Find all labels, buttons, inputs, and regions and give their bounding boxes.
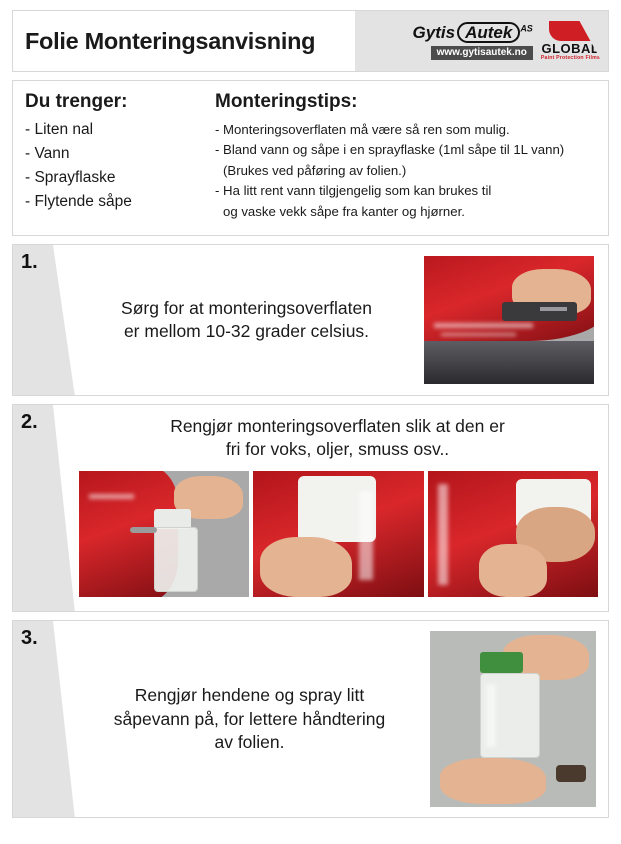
step-2-line-2: fri for voks, oljer, smuss osv.. (225, 439, 450, 460)
gytis-logo-word2: Autek (457, 22, 520, 43)
step-1-number: 1. (21, 251, 38, 274)
list-item: (Brukes ved påføring av folien.) (223, 162, 407, 178)
gytis-logo-sup: AS (520, 23, 533, 34)
info-panel (12, 80, 609, 236)
global-logo-tagline: Paint Protection Films (540, 54, 600, 61)
step-2-line-1: Rengjør monteringsoverflaten slik at den er (170, 416, 505, 437)
step-3-photo-hands-spraying-soap-water (430, 631, 596, 807)
needs-list (25, 121, 211, 211)
tips-column (211, 91, 600, 223)
step-3 (12, 620, 609, 818)
list-item: - Flytende såpe (25, 193, 132, 210)
header-corner-tab (574, 11, 608, 72)
step-2-number-tab (13, 405, 67, 611)
step-1-text (75, 297, 424, 343)
step-1-line-2: er mellom 10-32 grader celsius. (123, 321, 370, 342)
step-2-photo-hand-wiping-with-cloth (253, 471, 423, 597)
step-3-line-2: såpevann på, for lettere håndtering (113, 708, 386, 729)
step-2 (12, 404, 609, 612)
step-2-photo-spray-bottle-on-red-panel (79, 471, 249, 597)
step-2-photo-hand-polishing-red-panel (428, 471, 598, 597)
needs-title: Du trenger: (25, 91, 128, 112)
list-item: - Ha litt rent vann tilgjengelig som kan brukes til (215, 183, 492, 199)
step-2-photo-row (75, 471, 600, 597)
step-1 (12, 244, 609, 396)
header-branding (355, 11, 608, 71)
step-3-number: 3. (21, 627, 38, 650)
step-1-line-1: Sørg for at monteringsoverflaten (121, 298, 372, 319)
tips-title: Monteringstips: (215, 91, 358, 112)
list-item: - Bland vann og såpe i en sprayflaske (1ml såpe til 1L vann) (215, 142, 565, 158)
step-3-text (75, 684, 430, 753)
list-item: - Liten nal (25, 121, 94, 138)
list-item: og vaske vekk såpe fra kanter og hjørner. (223, 203, 465, 219)
needs-column (25, 91, 211, 223)
gytis-logo-url: www.gytisautek.no (431, 46, 533, 60)
step-3-line-1: Rengjør hendene og spray litt (134, 685, 365, 706)
step-1-photo-car-rear-with-thermometer (424, 256, 594, 384)
page-title: Folie Monteringsanvisning (25, 27, 316, 54)
document-header (12, 10, 609, 72)
step-3-number-tab (13, 621, 67, 817)
list-item: - Monteringsoverflaten må være så ren som mulig. (215, 122, 510, 137)
step-2-text (75, 415, 600, 461)
global-logo-name: GLOBAL (541, 40, 600, 56)
list-item: - Sprayflaske (25, 169, 116, 186)
tips-list (215, 121, 600, 220)
step-3-line-3: av folien. (214, 731, 285, 752)
gytis-autek-logo (413, 22, 533, 60)
step-2-number: 2. (21, 411, 38, 434)
list-item: - Vann (25, 145, 70, 162)
gytis-logo-word1: Gytis (412, 23, 456, 42)
